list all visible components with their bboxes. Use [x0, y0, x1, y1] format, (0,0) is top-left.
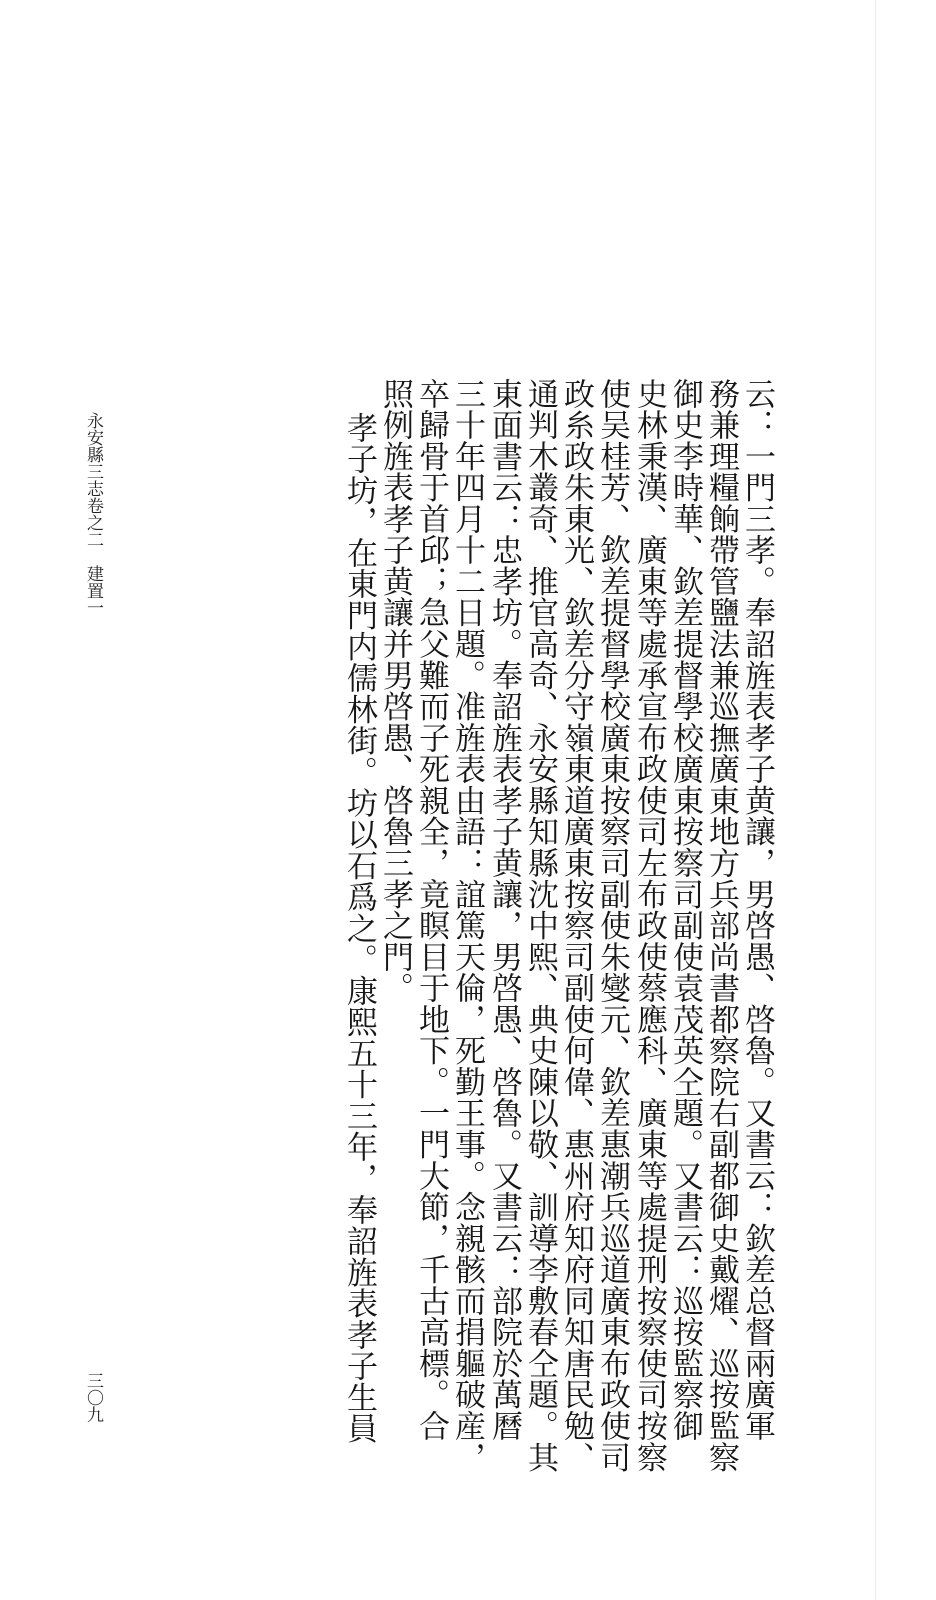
text-column-6: 政糸政朱東光、欽差分守嶺東道廣東按察司副使何偉、惠州府知府同知唐民勉、 — [558, 378, 594, 1473]
page-edge — [875, 0, 876, 1600]
text-column-3: 御史李時華、欽差提督學校廣東按察司副使袁茂英仝題。又書云：巡按監察御 — [667, 378, 703, 1442]
text-column-5: 使吴桂芳、欽差提督學校廣東按察司副使朱燮元、欽差惠潮兵巡道廣東布政使司 — [594, 378, 630, 1473]
text-column-9: 三十年四月十二日題。准旌表由語：誼篤天倫，死勤王事。念親骸而捐軀破産， — [449, 378, 485, 1473]
text-column-1: 云：一門三孝。奉詔旌表孝子黄讓，男啓愚、啓魯。又書云：欽差总督兩廣軍 — [739, 378, 775, 1442]
text-column-4: 史林秉漢、廣東等處承宣布政使司左布政使蔡應科、廣東等處提刑按察使司按察 — [631, 378, 667, 1473]
text-column-12: 孝子坊，在東門内儒林街。坊以石爲之。康熙五十三年，奉詔旌表孝子生員 — [341, 412, 377, 1445]
text-column-11: 照例旌表孝子黄讓并男啓愚、啓魯三孝之門。 — [377, 378, 413, 1004]
text-column-10: 卒歸骨于首邱；急父難而子死親全，竟瞑目于地下。一門大節，千古高標。合 — [413, 378, 449, 1442]
text-column-2: 務兼理糧餉帶管鹽法兼巡撫廣東地方兵部尚書都察院右副都御史戴燿、巡按監察 — [703, 378, 739, 1473]
text-column-8: 東面書云：忠孝坊。奉詔旌表孝子黄讓，男啓愚、啓魯。又書云：部院於萬曆 — [486, 378, 522, 1442]
running-title: 永安縣三志卷之二 建置一 — [83, 412, 103, 616]
text-column-7: 通判木叢奇、推官高奇、永安縣知縣沈中熙、典史陳以敬、訓導李敷春仝題。其 — [522, 378, 558, 1473]
page-number: 三〇九 — [83, 1372, 103, 1423]
